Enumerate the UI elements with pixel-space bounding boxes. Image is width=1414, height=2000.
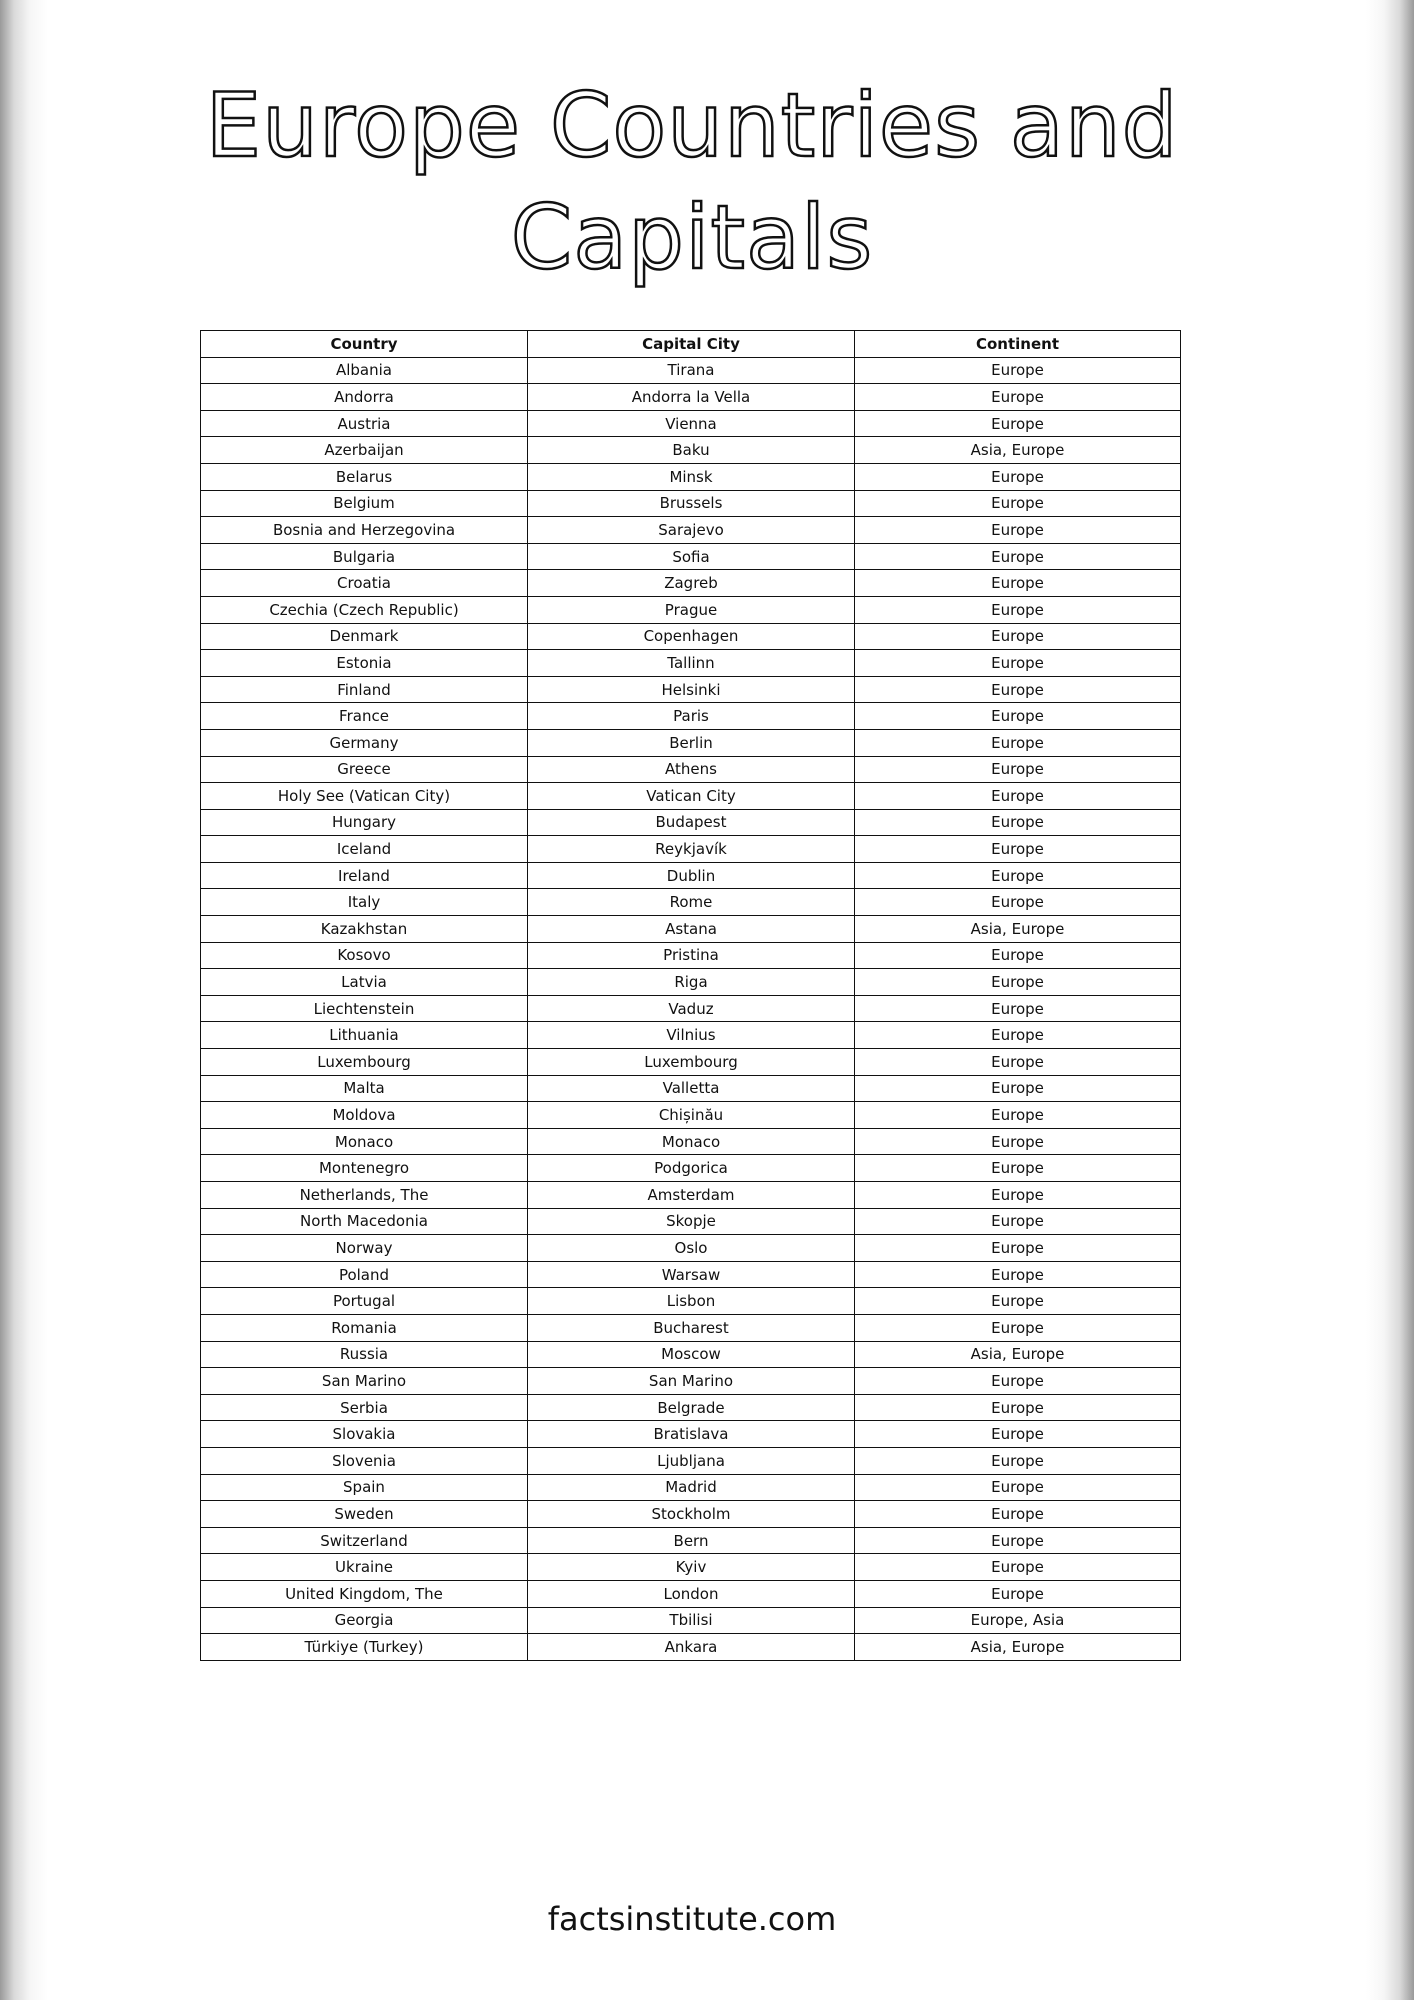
continent-cell: Europe bbox=[855, 756, 1181, 783]
capital-cell: Bratislava bbox=[528, 1421, 855, 1448]
capital-cell: Athens bbox=[528, 756, 855, 783]
country-cell: Georgia bbox=[201, 1607, 528, 1634]
capital-cell: Warsaw bbox=[528, 1261, 855, 1288]
continent-cell: Europe bbox=[855, 650, 1181, 677]
country-cell: Sweden bbox=[201, 1501, 528, 1528]
capital-cell: Vaduz bbox=[528, 995, 855, 1022]
continent-cell: Europe bbox=[855, 1447, 1181, 1474]
table-row bbox=[201, 862, 1181, 889]
capital-cell: Sarajevo bbox=[528, 517, 855, 544]
country-cell: Latvia bbox=[201, 969, 528, 996]
page-title bbox=[0, 70, 1384, 294]
table-row bbox=[201, 1314, 1181, 1341]
capital-cell: Ankara bbox=[528, 1634, 855, 1661]
continent-cell: Europe bbox=[855, 1314, 1181, 1341]
capital-cell: Tirana bbox=[528, 357, 855, 384]
table-row bbox=[201, 596, 1181, 623]
capital-cell: Zagreb bbox=[528, 570, 855, 597]
continent-cell: Europe bbox=[855, 1049, 1181, 1076]
capital-cell: Baku bbox=[528, 437, 855, 464]
capital-cell: Budapest bbox=[528, 809, 855, 836]
continent-cell: Europe bbox=[855, 1368, 1181, 1395]
country-cell: France bbox=[201, 703, 528, 730]
table-row bbox=[201, 517, 1181, 544]
country-cell: Spain bbox=[201, 1474, 528, 1501]
continent-cell: Europe, Asia bbox=[855, 1607, 1181, 1634]
continent-cell: Europe bbox=[855, 995, 1181, 1022]
continent-cell: Asia, Europe bbox=[855, 1341, 1181, 1368]
continent-cell: Europe bbox=[855, 809, 1181, 836]
table-row bbox=[201, 1128, 1181, 1155]
country-cell: Austria bbox=[201, 410, 528, 437]
capital-cell: Bucharest bbox=[528, 1314, 855, 1341]
table-row bbox=[201, 1182, 1181, 1209]
countries-capitals-table bbox=[200, 330, 1181, 1661]
country-cell: Iceland bbox=[201, 836, 528, 863]
capital-cell: Amsterdam bbox=[528, 1182, 855, 1209]
continent-cell: Europe bbox=[855, 517, 1181, 544]
table-row bbox=[201, 570, 1181, 597]
country-cell: Moldova bbox=[201, 1102, 528, 1129]
table-row bbox=[201, 1474, 1181, 1501]
continent-cell: Europe bbox=[855, 969, 1181, 996]
continent-cell: Europe bbox=[855, 1182, 1181, 1209]
continent-cell: Asia, Europe bbox=[855, 916, 1181, 943]
table-row bbox=[201, 437, 1181, 464]
table-row bbox=[201, 756, 1181, 783]
capital-cell: Bern bbox=[528, 1527, 855, 1554]
capital-cell: Monaco bbox=[528, 1128, 855, 1155]
continent-cell: Europe bbox=[855, 1261, 1181, 1288]
country-cell: Italy bbox=[201, 889, 528, 916]
country-cell: Azerbaijan bbox=[201, 437, 528, 464]
table-row bbox=[201, 490, 1181, 517]
continent-cell: Europe bbox=[855, 543, 1181, 570]
country-cell: Bulgaria bbox=[201, 543, 528, 570]
table-row bbox=[201, 836, 1181, 863]
table-row bbox=[201, 463, 1181, 490]
country-cell: Croatia bbox=[201, 570, 528, 597]
capital-cell: Chișinău bbox=[528, 1102, 855, 1129]
continent-cell: Europe bbox=[855, 1075, 1181, 1102]
country-cell: Luxembourg bbox=[201, 1049, 528, 1076]
table-row bbox=[201, 1368, 1181, 1395]
country-cell: Belgium bbox=[201, 490, 528, 517]
country-cell: Kazakhstan bbox=[201, 916, 528, 943]
continent-cell: Europe bbox=[855, 410, 1181, 437]
continent-cell: Europe bbox=[855, 729, 1181, 756]
country-cell: Romania bbox=[201, 1314, 528, 1341]
continent-cell: Europe bbox=[855, 889, 1181, 916]
continent-cell: Europe bbox=[855, 1022, 1181, 1049]
continent-cell: Europe bbox=[855, 676, 1181, 703]
capital-cell: Podgorica bbox=[528, 1155, 855, 1182]
country-cell: Ukraine bbox=[201, 1554, 528, 1581]
table-row bbox=[201, 1208, 1181, 1235]
continent-cell: Europe bbox=[855, 703, 1181, 730]
country-cell: North Macedonia bbox=[201, 1208, 528, 1235]
table-row bbox=[201, 703, 1181, 730]
country-cell: Czechia (Czech Republic) bbox=[201, 596, 528, 623]
capital-cell: Tbilisi bbox=[528, 1607, 855, 1634]
continent-cell: Europe bbox=[855, 1235, 1181, 1262]
capital-cell: Helsinki bbox=[528, 676, 855, 703]
table-row bbox=[201, 1049, 1181, 1076]
capital-cell: Minsk bbox=[528, 463, 855, 490]
country-cell: Türkiye (Turkey) bbox=[201, 1634, 528, 1661]
continent-cell: Europe bbox=[855, 836, 1181, 863]
capital-cell: Moscow bbox=[528, 1341, 855, 1368]
continent-cell: Asia, Europe bbox=[855, 437, 1181, 464]
table-row bbox=[201, 1288, 1181, 1315]
continent-cell: Europe bbox=[855, 1554, 1181, 1581]
footer-website: factsinstitute.com bbox=[547, 1900, 837, 1938]
table-row bbox=[201, 1421, 1181, 1448]
table-row bbox=[201, 1102, 1181, 1129]
continent-cell: Europe bbox=[855, 1208, 1181, 1235]
page-title-line-1: Europe Countries and bbox=[205, 74, 1179, 177]
capital-cell: Andorra la Vella bbox=[528, 384, 855, 411]
capital-cell: Vienna bbox=[528, 410, 855, 437]
table-row bbox=[201, 969, 1181, 996]
table-row bbox=[201, 543, 1181, 570]
capital-cell: Stockholm bbox=[528, 1501, 855, 1528]
country-cell: Belarus bbox=[201, 463, 528, 490]
country-cell: Monaco bbox=[201, 1128, 528, 1155]
country-cell: Switzerland bbox=[201, 1527, 528, 1554]
capital-cell: Berlin bbox=[528, 729, 855, 756]
continent-cell: Europe bbox=[855, 1421, 1181, 1448]
continent-cell: Europe bbox=[855, 862, 1181, 889]
capital-cell: Tallinn bbox=[528, 650, 855, 677]
continent-cell: Europe bbox=[855, 783, 1181, 810]
table-row bbox=[201, 676, 1181, 703]
country-cell: Germany bbox=[201, 729, 528, 756]
country-cell: Albania bbox=[201, 357, 528, 384]
table-row bbox=[201, 1341, 1181, 1368]
country-cell: Lithuania bbox=[201, 1022, 528, 1049]
continent-cell: Europe bbox=[855, 357, 1181, 384]
capital-cell: Astana bbox=[528, 916, 855, 943]
continent-cell: Europe bbox=[855, 1288, 1181, 1315]
continent-cell: Europe bbox=[855, 1128, 1181, 1155]
table-row bbox=[201, 1580, 1181, 1607]
table-row bbox=[201, 942, 1181, 969]
capital-cell: Rome bbox=[528, 889, 855, 916]
country-cell: Bosnia and Herzegovina bbox=[201, 517, 528, 544]
capital-cell: Riga bbox=[528, 969, 855, 996]
continent-cell: Europe bbox=[855, 596, 1181, 623]
table-row bbox=[201, 1155, 1181, 1182]
capital-cell: Skopje bbox=[528, 1208, 855, 1235]
capital-cell: Copenhagen bbox=[528, 623, 855, 650]
country-cell: San Marino bbox=[201, 1368, 528, 1395]
table-body bbox=[201, 357, 1181, 1660]
table-row bbox=[201, 916, 1181, 943]
continent-cell: Europe bbox=[855, 1501, 1181, 1528]
country-cell: Holy See (Vatican City) bbox=[201, 783, 528, 810]
table-row bbox=[201, 623, 1181, 650]
continent-cell: Europe bbox=[855, 384, 1181, 411]
country-cell: Denmark bbox=[201, 623, 528, 650]
country-cell: Montenegro bbox=[201, 1155, 528, 1182]
table-row bbox=[201, 783, 1181, 810]
capital-cell: Vatican City bbox=[528, 783, 855, 810]
capital-cell: Belgrade bbox=[528, 1394, 855, 1421]
country-cell: Kosovo bbox=[201, 942, 528, 969]
capital-cell: Dublin bbox=[528, 862, 855, 889]
table-row bbox=[201, 995, 1181, 1022]
table-row bbox=[201, 1261, 1181, 1288]
country-cell: Serbia bbox=[201, 1394, 528, 1421]
capital-cell: London bbox=[528, 1580, 855, 1607]
capital-cell: Pristina bbox=[528, 942, 855, 969]
table-row bbox=[201, 410, 1181, 437]
country-cell: Malta bbox=[201, 1075, 528, 1102]
capital-cell: Oslo bbox=[528, 1235, 855, 1262]
table-row bbox=[201, 1554, 1181, 1581]
capital-cell: San Marino bbox=[528, 1368, 855, 1395]
country-cell: Portugal bbox=[201, 1288, 528, 1315]
country-cell: Ireland bbox=[201, 862, 528, 889]
table-row bbox=[201, 650, 1181, 677]
table-row bbox=[201, 809, 1181, 836]
country-cell: Finland bbox=[201, 676, 528, 703]
continent-cell: Europe bbox=[855, 1155, 1181, 1182]
table-row bbox=[201, 384, 1181, 411]
capital-cell: Vilnius bbox=[528, 1022, 855, 1049]
continent-cell: Europe bbox=[855, 570, 1181, 597]
page-title-line-2: Capitals bbox=[510, 186, 874, 289]
continent-cell: Europe bbox=[855, 490, 1181, 517]
capital-cell: Prague bbox=[528, 596, 855, 623]
table-row bbox=[201, 1022, 1181, 1049]
header-country: Country bbox=[201, 331, 528, 358]
country-cell: Slovakia bbox=[201, 1421, 528, 1448]
table-row bbox=[201, 1527, 1181, 1554]
continent-cell: Europe bbox=[855, 942, 1181, 969]
capital-cell: Kyiv bbox=[528, 1554, 855, 1581]
continent-cell: Europe bbox=[855, 1580, 1181, 1607]
capital-cell: Lisbon bbox=[528, 1288, 855, 1315]
table-row bbox=[201, 357, 1181, 384]
country-cell: Andorra bbox=[201, 384, 528, 411]
capital-cell: Madrid bbox=[528, 1474, 855, 1501]
country-cell: Slovenia bbox=[201, 1447, 528, 1474]
continent-cell: Asia, Europe bbox=[855, 1634, 1181, 1661]
country-cell: Norway bbox=[201, 1235, 528, 1262]
country-cell: United Kingdom, The bbox=[201, 1580, 528, 1607]
table-row bbox=[201, 1235, 1181, 1262]
country-cell: Poland bbox=[201, 1261, 528, 1288]
country-cell: Netherlands, The bbox=[201, 1182, 528, 1209]
table-row bbox=[201, 1075, 1181, 1102]
continent-cell: Europe bbox=[855, 1474, 1181, 1501]
capital-cell: Sofia bbox=[528, 543, 855, 570]
table-row bbox=[201, 1394, 1181, 1421]
continent-cell: Europe bbox=[855, 463, 1181, 490]
capital-cell: Luxembourg bbox=[528, 1049, 855, 1076]
continent-cell: Europe bbox=[855, 1394, 1181, 1421]
capital-cell: Paris bbox=[528, 703, 855, 730]
country-cell: Estonia bbox=[201, 650, 528, 677]
table-row bbox=[201, 1607, 1181, 1634]
table-row bbox=[201, 1634, 1181, 1661]
capital-cell: Valletta bbox=[528, 1075, 855, 1102]
country-cell: Russia bbox=[201, 1341, 528, 1368]
country-cell: Greece bbox=[201, 756, 528, 783]
continent-cell: Europe bbox=[855, 623, 1181, 650]
table-header-row bbox=[201, 331, 1181, 358]
capital-cell: Ljubljana bbox=[528, 1447, 855, 1474]
country-cell: Liechtenstein bbox=[201, 995, 528, 1022]
continent-cell: Europe bbox=[855, 1527, 1181, 1554]
header-capital-city: Capital City bbox=[528, 331, 855, 358]
table-row bbox=[201, 889, 1181, 916]
continent-cell: Europe bbox=[855, 1102, 1181, 1129]
table-row bbox=[201, 1501, 1181, 1528]
capital-cell: Reykjavík bbox=[528, 836, 855, 863]
header-continent: Continent bbox=[855, 331, 1181, 358]
capital-cell: Brussels bbox=[528, 490, 855, 517]
table-row bbox=[201, 729, 1181, 756]
country-cell: Hungary bbox=[201, 809, 528, 836]
table-row bbox=[201, 1447, 1181, 1474]
